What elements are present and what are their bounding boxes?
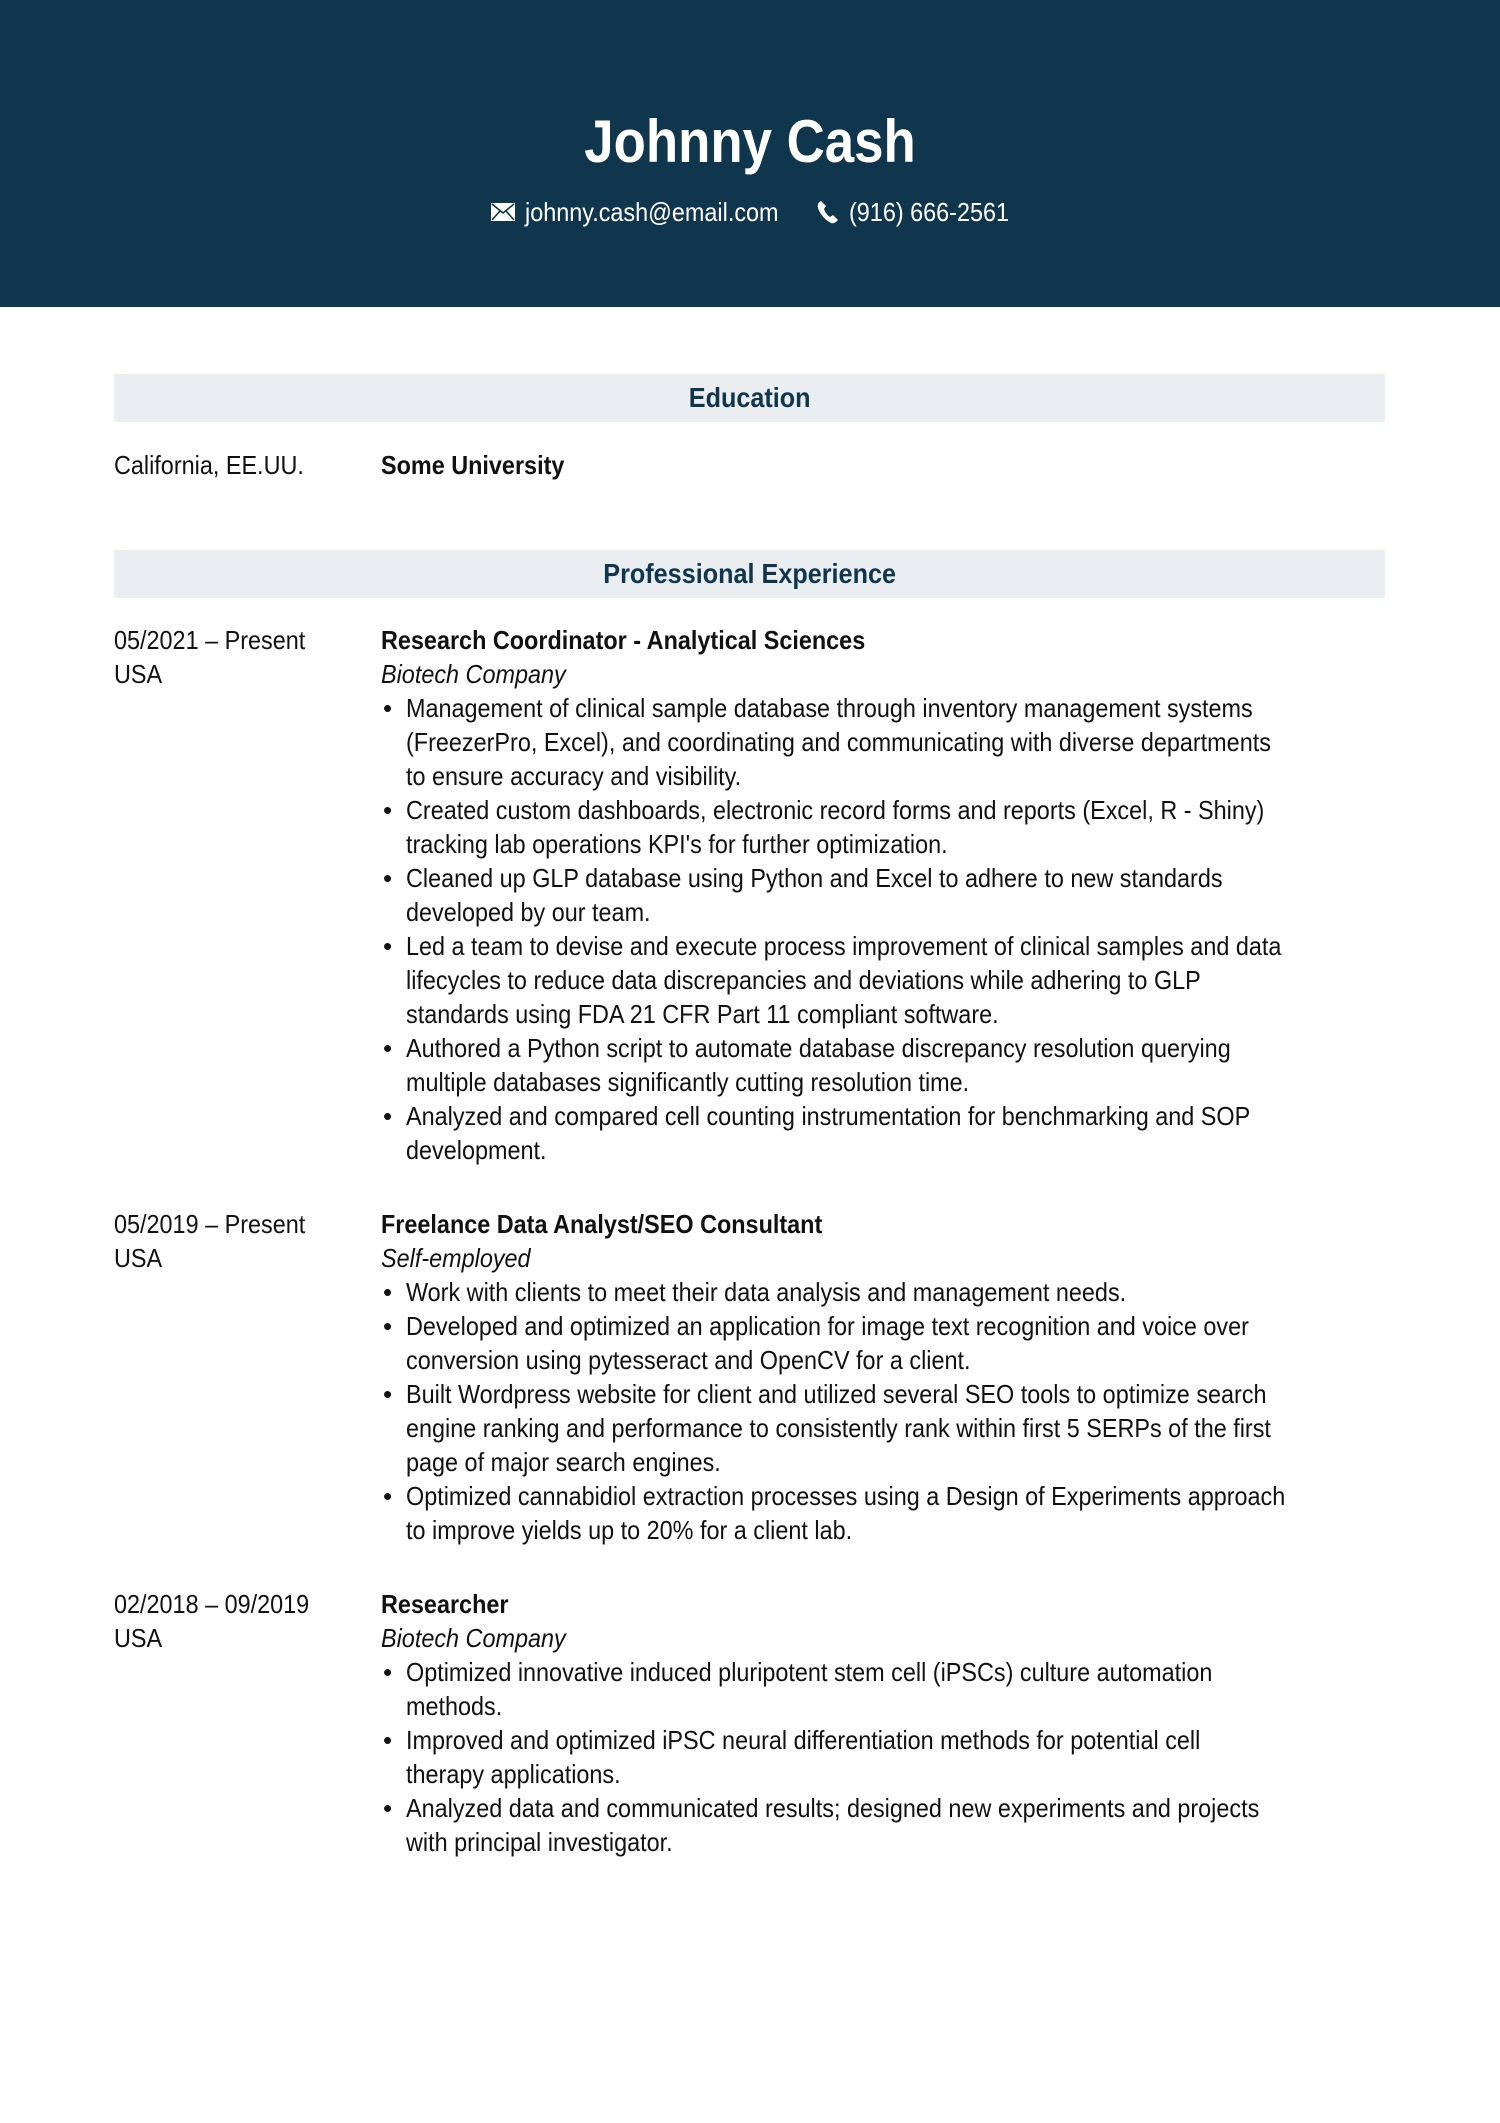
contact-info: [0, 194, 1500, 230]
list-item: [381, 929, 1385, 1031]
bullet-line: developed by our team.: [406, 897, 651, 927]
bullet-line: • Analyzed and compared cell counting instrumentation for benchmarking and SOP: [406, 1101, 1251, 1131]
company-name: Biotech Company: [381, 659, 566, 689]
experience-dates: 05/2021 – Present: [114, 625, 306, 655]
email-contact: [491, 194, 789, 230]
bullet-line: • Optimized innovative induced pluripotent stem cell (iPSCs) culture automation: [406, 1657, 1213, 1687]
bullet-line: (FreezerPro, Excel), and coordinating and communicating with diverse departments: [406, 727, 1271, 757]
experience-heading-text: Professional Experience: [603, 558, 896, 589]
bullet-line: therapy applications.: [406, 1759, 621, 1789]
list-item: [381, 1275, 1385, 1309]
envelope-icon: [491, 203, 515, 221]
responsibilities-list: [381, 1275, 1385, 1547]
bullet-line: • Built Wordpress website for client and utilized several SEO tools to optimize search: [406, 1379, 1267, 1409]
education-institution: Some University: [381, 450, 565, 480]
bullet-line: to ensure accuracy and visibility.: [406, 761, 742, 791]
bullet-line: • Work with clients to meet their data analysis and management needs.: [406, 1277, 1127, 1307]
bullet-line: page of major search engines.: [406, 1447, 721, 1477]
bullet-line: • Authored a Python script to automate database discrepancy resolution querying: [406, 1033, 1231, 1063]
job-title: Research Coordinator - Analytical Sciences: [381, 625, 866, 655]
list-item: [381, 1309, 1385, 1377]
list-item: [381, 793, 1385, 861]
bullet-line: tracking lab operations KPI's for further optimization.: [406, 829, 948, 859]
list-item: [381, 1099, 1385, 1167]
bullet-line: to improve yields up to 20% for a client lab.: [406, 1515, 853, 1545]
candidate-name: Johnny Cash: [584, 108, 916, 175]
list-item: [381, 861, 1385, 929]
job-title: Freelance Data Analyst/SEO Consultant: [381, 1209, 823, 1239]
list-item: [381, 1655, 1385, 1723]
responsibilities-list: [381, 691, 1385, 1167]
bullet-line: • Led a team to devise and execute process improvement of clinical samples and data: [406, 931, 1282, 961]
bullet-line: methods.: [406, 1691, 503, 1721]
phone-number[interactable]: (916) 666-2561: [848, 197, 1009, 227]
bullet-line: • Improved and optimized iPSC neural differentiation methods for potential cell: [406, 1725, 1201, 1755]
experience-location: USA: [114, 1623, 163, 1653]
bullet-line: • Created custom dashboards, electronic record forms and reports (Excel, R - Shiny): [406, 795, 1265, 825]
experience-dates: 02/2018 – 09/2019: [114, 1589, 310, 1619]
bullet-line: conversion using pytesseract and OpenCV for a client.: [406, 1345, 971, 1375]
responsibilities-list: [381, 1655, 1385, 1859]
experience-location: USA: [114, 1243, 163, 1273]
company-name: Biotech Company: [381, 1623, 566, 1653]
bullet-line: multiple databases significantly cutting resolution time.: [406, 1067, 970, 1097]
bullet-line: development.: [406, 1135, 547, 1165]
list-item: [381, 1791, 1385, 1859]
bullet-line: lifecycles to reduce data discrepancies and deviations while adhering to GLP: [406, 965, 1201, 995]
bullet-line: • Analyzed data and communicated results; designed new experiments and projects: [406, 1793, 1260, 1823]
email-link[interactable]: johnny.cash@email.com: [525, 197, 779, 227]
bullet-line: • Cleaned up GLP database using Python and Excel to adhere to new standards: [406, 863, 1223, 893]
bullet-line: standards using FDA 21 CFR Part 11 compliant software.: [406, 999, 999, 1029]
company-name: Self-employed: [381, 1243, 531, 1273]
experience-location: USA: [114, 659, 163, 689]
list-item: [381, 1031, 1385, 1099]
experience-dates: 05/2019 – Present: [114, 1209, 306, 1239]
bullet-line: • Management of clinical sample database through inventory management systems: [406, 693, 1253, 723]
phone-icon: [817, 200, 839, 224]
resume-header: [0, 0, 1500, 307]
list-item: [381, 1377, 1385, 1479]
experience-heading: [114, 550, 1385, 598]
phone-contact: [817, 194, 1009, 230]
education-location: California, EE.UU.: [114, 450, 304, 480]
education-heading-text: Education: [688, 382, 811, 413]
bullet-line: • Optimized cannabidiol extraction processes using a Design of Experiments approach: [406, 1481, 1286, 1511]
bullet-line: • Developed and optimized an application for image text recognition and voice over: [406, 1311, 1249, 1341]
bullet-line: engine ranking and performance to consistently rank within first 5 SERPs of the first: [406, 1413, 1271, 1443]
job-title: Researcher: [381, 1589, 509, 1619]
list-item: [381, 1723, 1385, 1791]
list-item: [381, 691, 1385, 793]
bullet-line: with principal investigator.: [406, 1827, 673, 1857]
education-heading: [114, 374, 1385, 422]
list-item: [381, 1479, 1385, 1547]
